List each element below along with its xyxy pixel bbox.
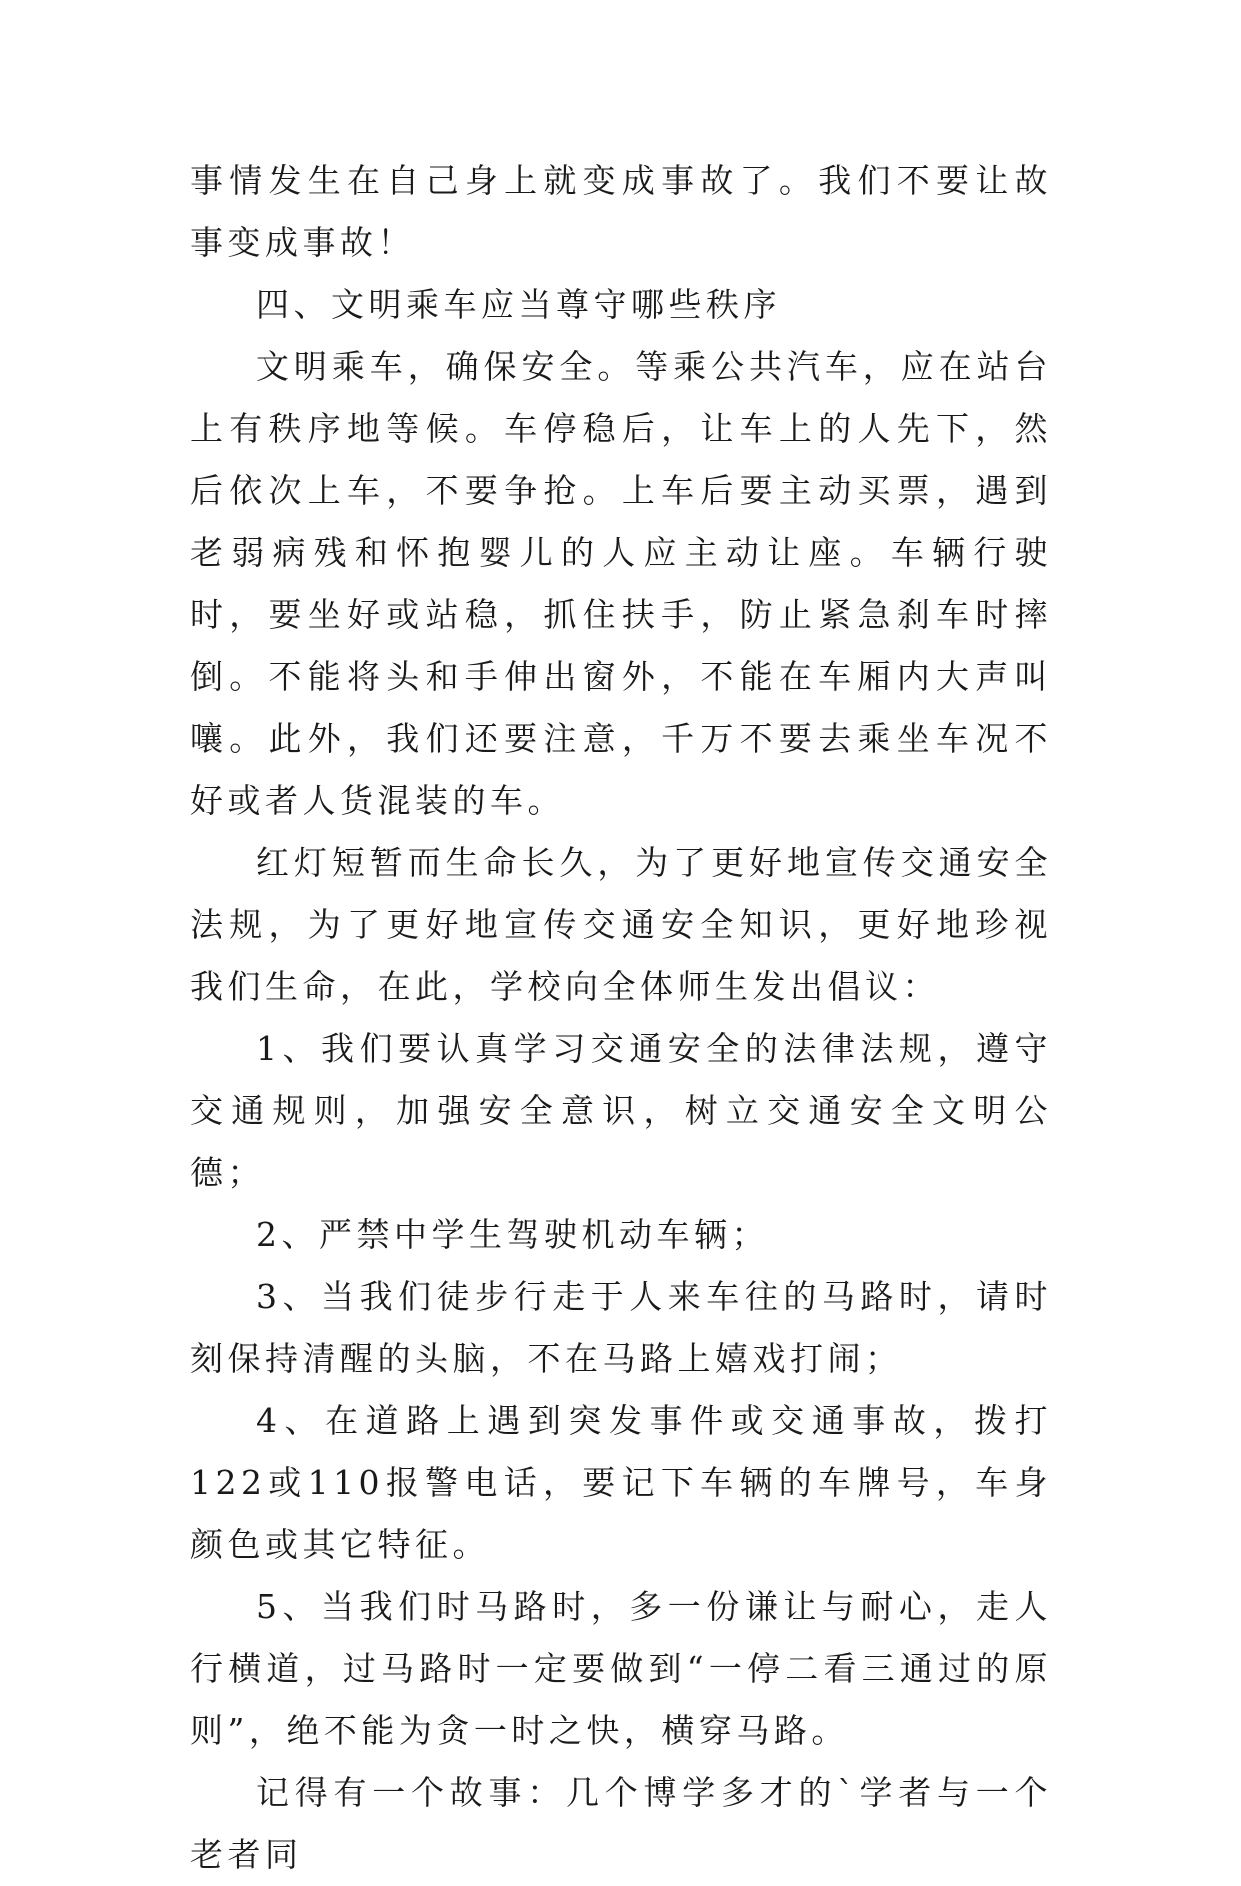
list-item: 2、严禁中学生驾驶机动车辆； (256, 1215, 769, 1254)
paragraph-continuation: 事情发生在自己身上就变成事故了。我们不要让故事变成事故！ (190, 161, 1052, 262)
section-heading: 四、文明乘车应当尊守哪些秩序 (256, 285, 781, 324)
list-item: 4、在道路上遇到突发事件或交通事故，拨打122或110报警电话，要记下车辆的车牌号，车身颜色或其它特征。 (190, 1401, 1052, 1564)
paragraph: 记得有一个故事：几个博学多才的`学者与一个老者同 (190, 1773, 1052, 1874)
list-item: 5、当我们时马路时，多一份谦让与耐心，走人行横道，过马路时一定要做到“一停二看三通过的原则”，绝不能为贪一时之快，横穿马路。 (190, 1587, 1052, 1750)
paragraph: 红灯短暂而生命长久，为了更好地宣传交通安全法规，为了更好地宣传交通安全知识，更好地珍视我们生命，在此，学校向全体师生发出倡议： (190, 843, 1052, 1006)
list-item: 1、我们要认真学习交通安全的法律法规，遵守交通规则，加强安全意识，树立交通安全文明公德； (190, 1029, 1052, 1192)
paragraph: 文明乘车，确保安全。等乘公共汽车，应在站台上有秩序地等候。车停稳后，让车上的人先下，然后依次上车，不要争抢。上车后要主动买票，遇到老弱病残和怀抱婴儿的人应主动让座。车辆行驶时，要坐好或站稳，抓住扶手，防止紧急刹车时摔倒。不能将头和手伸出窗外，不能在车厢内大声叫嚷。此外，我们还要注意，千万不要去乘坐车况不好或者人货混装的车。 (190, 347, 1052, 820)
list-item: 3、当我们徒步行走于人来车往的马路时，请时刻保持清醒的头脑，不在马路上嬉戏打闹； (190, 1277, 1052, 1378)
document-body (190, 150, 1052, 1886)
